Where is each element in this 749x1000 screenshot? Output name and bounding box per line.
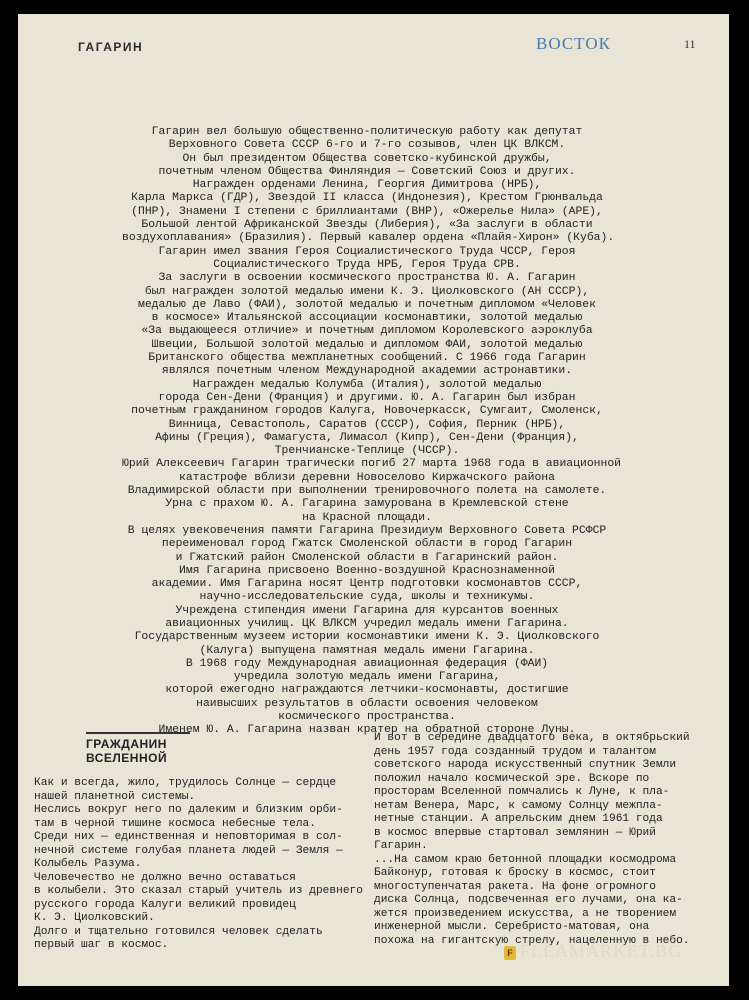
text-line: переименовал город Гжатск Смоленской области в город Гагарин: [161, 538, 573, 551]
text-line: на Красной площади.: [302, 511, 432, 524]
text-line: русского города Калуги великий провидец: [34, 898, 296, 911]
text-line: учредила золотую медаль имени Гагарина,: [233, 671, 501, 684]
text-line: Государственным музеем истории космонавтики имени К. Э. Циолковского: [134, 631, 600, 644]
text-line: диска Солнца, подсвеченная его лучами, она ка-: [374, 894, 683, 906]
right-column-text: [374, 732, 710, 948]
text-line: положил начало космической эре. Вскоре по: [374, 772, 650, 785]
text-line: Он был президентом Общества советско-кубинской дружбы,: [182, 152, 552, 165]
text-line: К. Э. Циолковский.: [34, 912, 155, 924]
section-title-line: ГРАЖДАНИН: [86, 737, 167, 751]
text-line: многоступенчатая ракета. На фоне огромного: [374, 880, 656, 893]
running-header-right: ВОСТОК: [536, 34, 611, 53]
text-line: день 1957 года созданный трудом и талантом: [374, 745, 656, 758]
text-line: нетные станции. А апрельским днем 1961 года: [374, 813, 663, 825]
text-line: Карла Маркса (ГДР), Звездой II класса (Индонезия), Крестом Грюнвальда: [131, 192, 603, 205]
text-line: научно-исследовательские суда, школы и техникумы.: [199, 591, 535, 604]
text-line: и Гжатский район Смоленской области в Гагаринский район.: [175, 551, 559, 564]
text-line: Гагарин вел большую общественно-политическую работу как депутат: [151, 126, 583, 138]
text-line: почетным гражданином городов Калуга, Новочеркасск, Сумгаит, Смоленск,: [131, 405, 603, 418]
text-line: Винница, Севастополь, Саратов (СССР), София, Перник (НРБ),: [168, 418, 566, 431]
text-line: нетам Венера, Марс, к самому Солнцу межпла-: [374, 799, 663, 812]
left-column: [34, 732, 363, 953]
text-line: города Сен-Дени (Франция) и другими. Ю. А. Гагарин был избран: [158, 391, 576, 404]
text-line: Гагарин имел звания Героя Социалистического Труда ЧССР, Героя: [158, 245, 576, 258]
text-line: похожа на гигантскую стрелу, нацеленную в небо.: [374, 934, 690, 947]
text-line: (ПНР), Знамени I степени с бриллиантами (ВНР), «Ожерелье Нила» (АРЕ),: [131, 205, 603, 218]
text-line: космического пространства.: [278, 711, 456, 724]
text-line: В целях увековечения памяти Гагарина Президиум Верховного Совета РСФСР: [127, 524, 607, 537]
text-line: Владимирской области при выполнении тренировочного полета на самолете.: [127, 485, 607, 498]
text-line: Награжден орденами Ленина, Георгия Димитрова (НРБ),: [192, 179, 542, 192]
text-line: «За выдающееся отличие» и почетным дипломом Королевского аэроклуба: [141, 325, 593, 338]
text-line: Большой лентой Африканской Звезды (Либерия), «За заслуги в области: [141, 219, 593, 232]
text-line: Как и всегда, жило, трудилось Солнце — сердце: [34, 777, 337, 789]
text-line: в космос впервые стартовал землянин — Юрий: [374, 826, 656, 839]
text-line: Урна с прахом Ю. А. Гагарина замурована в Кремлевской стене: [165, 498, 569, 511]
text-line: просторам Вселенной помчались к Луне, к пла-: [374, 786, 670, 798]
text-line: Социалистического Труда НРБ, Героя Труда СРВ.: [213, 258, 521, 271]
text-line: инженерной мысли. Серебристо-матовая, она: [374, 921, 650, 933]
text-line: катастрофе вблизи деревни Новоселово Киржачского района: [179, 471, 555, 484]
text-line: там в черной тишине космоса небесные тела.: [34, 817, 316, 830]
biography-text: [122, 126, 621, 738]
page-number: 11: [684, 37, 696, 51]
text-line: нечной системе голубая планета людей — Земля —: [34, 844, 343, 857]
text-line: являлся почетным членом Международной академии астронавтики.: [161, 365, 573, 378]
text-line: академии. Имя Гагарина носят Центр подготовки космонавтов СССР,: [151, 578, 583, 591]
text-line: Именем Ю. А. Гагарина назван кратер на обратной стороне Луны.: [158, 724, 576, 737]
section-title-line: ВСЕЛЕННОЙ: [86, 751, 168, 765]
text-line: почетным членом Общества Финляндия — Советский Союз и других.: [158, 165, 576, 178]
text-line: Юрий Алексеевич Гагарин трагически погиб 27 марта 1968 года в авиационной: [122, 458, 621, 471]
text-line: авиационных училищ. ЦК ВЛКСМ учредил медаль имени Гагарина.: [165, 617, 569, 630]
text-line: Колыбель Разума.: [34, 858, 142, 870]
text-line: медалью де Лаво (ФАИ), золотой медалью и почетным дипломом «Человек: [138, 298, 596, 311]
text-line: Гагарин.: [374, 840, 428, 852]
text-line: Швеции, Большой золотой медалью и дипломом ФАИ, золотой медалью: [151, 338, 583, 351]
text-line: первый шаг в космос.: [34, 939, 169, 951]
watermark-text: FLEAMARKET.BG: [520, 941, 683, 961]
text-line: Верховного Совета СССР 6-го и 7-го созывов, член ЦК ВЛКСМ.: [168, 139, 566, 152]
text-line: Человечество не должно вечно оставаться: [34, 871, 296, 884]
text-line: Долго и тщательно готовился человек сделать: [34, 925, 323, 938]
text-line: жется произведением искусства, а не творением: [374, 907, 677, 920]
text-line: Афины (Греция), Фамагуста, Лимасол (Кипр), Сен-Дени (Франция),: [155, 431, 579, 444]
section-title: [86, 732, 190, 765]
text-line: В 1968 году Международная авиационная федерация (ФАИ): [185, 657, 549, 670]
text-line: (Калуга) выпущена памятная медаль имени Гагарина.: [199, 644, 535, 657]
text-line: Британского общества межпланетных сообщений. С 1966 года Гагарин: [148, 352, 586, 365]
text-line: нашей планетной системы.: [34, 790, 196, 803]
text-line: которой ежегодно награждаются летчики-космонавты, достигшие: [165, 684, 569, 697]
text-line: Среди них — единственная и неповторимая в сол-: [34, 831, 343, 843]
text-line: Имя Гагарина присвоено Военно-воздушной Краснознаменной: [179, 564, 555, 577]
book-page: [18, 14, 729, 986]
text-line: наивысших результатов в области освоения человеком: [196, 697, 538, 710]
text-line: Байконур, готовая к броску в космос, стоит: [374, 867, 656, 879]
text-line: Учреждена стипендия имени Гагарина для курсантов военных: [175, 604, 559, 617]
watermark-badge-icon: F: [504, 946, 516, 960]
text-line: Неслись вокруг него по далеким и близким орби-: [34, 804, 343, 816]
text-line: советского народа искусственный спутник Земли: [374, 759, 677, 771]
text-line: в колыбели. Это сказал старый учитель из древнего: [34, 885, 363, 897]
running-header-left: ГАГАРИН: [78, 40, 144, 54]
text-line: И вот в середине двадцатого века, в октябрьский: [374, 732, 690, 744]
text-line: был награжден золотой медалью имени К. Э. Циолковского (АН СССР),: [144, 285, 590, 298]
text-line: в космосе» Итальянской ассоциации космонавтики, золотой медалью: [151, 312, 583, 325]
left-column-text: [34, 777, 363, 953]
text-line: воздухоплавания» (Бразилия). Первый кавалер ордена «Плайя-Хирон» (Куба).: [122, 232, 615, 245]
text-line: За заслуги в освоении космического пространства Ю. А. Гагарин: [158, 272, 576, 285]
text-line: ...На самом краю бетонной площадки космодрома: [374, 853, 677, 866]
text-line: Тренчианске-Теплице (ЧССР).: [274, 445, 460, 458]
text-line: Награжден медалью Колумба (Италия), золотой медалью: [192, 378, 542, 391]
